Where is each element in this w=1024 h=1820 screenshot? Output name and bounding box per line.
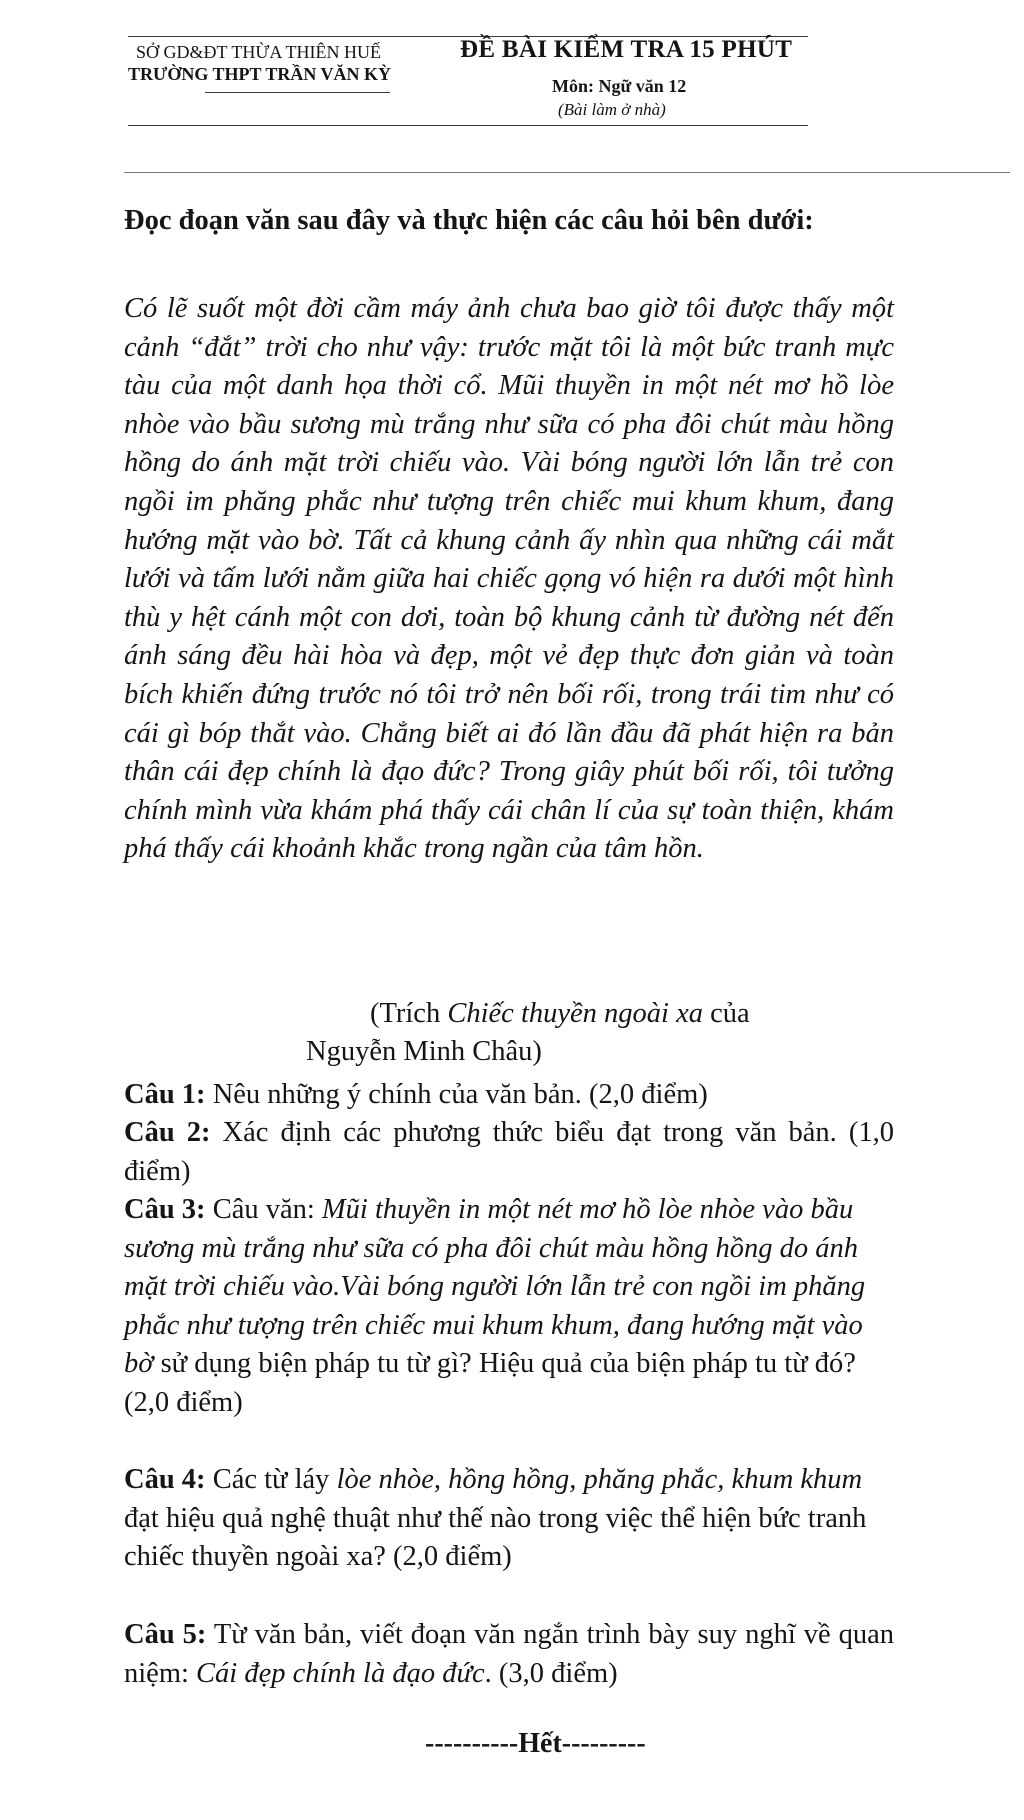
question-text: . (3,0 điểm): [484, 1657, 618, 1689]
homework-note: (Bài làm ở nhà): [558, 100, 666, 119]
question-5: [124, 1616, 894, 1693]
question-2: [124, 1114, 894, 1191]
school-underline: [205, 92, 390, 93]
question-text: Xác định các phương thức biểu đạt trong văn bản. (1,0 điểm): [124, 1117, 894, 1187]
reading-passage: Có lẽ suốt một đời cầm máy ảnh chưa bao giờ tôi được thấy một cảnh “đắt” trời cho như vậy: trước mặt tôi là một bức tranh mực tàu của một danh họa thời cổ. Mũi thuyền in một nét mơ hồ lòe nhòe vào bầu sương mù trắng như sữa có pha đôi chút màu hồng hồng do ánh mặt trời chiếu vào. Vài bóng người lớn lẫn trẻ con ngồi im phăng phắc như tượng trên chiếc mui khum khum, đang hướng mặt vào bờ. Tất cả khung cảnh ấy nhìn qua những cái mắt lưới và tấm lưới nằm giữa hai chiếc gọng vó hiện ra dưới một hình thù y hệt cánh một con dơi, toàn bộ khung cảnh từ đường nét đến ánh sáng đều hài hòa và đẹp, một vẻ đẹp thực đơn giản và toàn bích khiến đứng trước nó tôi trở nên bối rối, trong trái tim như có cái gì bóp thắt vào. Chẳng biết ai đó lần đầu đã phát hiện ra bản thân cái đẹp chính là đạo đức? Trong giây phút bối rối, tôi tưởng chính mình vừa khám phá thấy cái chân lí của sự toàn thiện, khám phá thấy cái khoảnh khắc trong ngần của tâm hồn.: [124, 293, 894, 865]
school-name: TRƯỜNG THPT TRẦN VĂN KỲ: [128, 64, 392, 84]
question-label: Câu 3:: [124, 1194, 206, 1225]
question-lead: Câu văn:: [205, 1194, 322, 1225]
question-quote: Mũi thuyền in một nét mơ hồ lòe nhòe vào bầu sương mù trắng như sữa có pha đôi chút màu hồng hồng do ánh mặt trời chiếu vào.Vài bóng người lớn lẫn trẻ con ngồi im phăng phắc như tượng trên chiếc mui khum khum, đang hướng mặt vào bờ: [124, 1194, 866, 1380]
question-quote: lòe nhòe, hồng hồng, phăng phắc, khum khum: [336, 1464, 863, 1495]
end-marker: ----------Hết---------: [425, 1728, 646, 1759]
question-label: Câu 5:: [124, 1619, 207, 1650]
question-text: Nêu những ý chính của văn bản. (2,0 điểm): [205, 1079, 708, 1110]
exam-title: ĐỀ BÀI KIỂM TRA 15 PHÚT: [460, 36, 793, 63]
source-citation: [370, 998, 750, 1030]
question-3: [124, 1191, 894, 1423]
source-work-title: Chiếc thuyền ngoài xa: [447, 998, 703, 1029]
department-name: SỞ GD&ĐT THỪA THIÊN HUẾ: [136, 42, 381, 62]
question-1: [124, 1076, 894, 1115]
question-label: Câu 2:: [124, 1117, 211, 1148]
question-text: đạt hiệu quả nghệ thuật như thế nào trong việc thể hiện bức tranh chiếc thuyền ngoài xa? (2,0 điểm): [124, 1502, 867, 1573]
question-text: sử dụng biện pháp tu từ gì? Hiệu quả của biện pháp tu từ đó? (2,0 điểm): [124, 1348, 856, 1418]
question-lead: Các từ láy: [205, 1464, 337, 1495]
source-prefix: (Trích: [370, 998, 448, 1029]
question-label: Câu 4:: [124, 1464, 206, 1495]
source-author: Nguyễn Minh Châu): [306, 1036, 542, 1067]
subject-label: Môn: Ngữ văn 12: [552, 76, 687, 96]
page-divider: [124, 172, 1010, 173]
question-lead: Từ văn bản, viết đoạn văn ngắn trình bày suy nghĩ về quan niệm:: [124, 1619, 894, 1689]
source-suffix: của: [702, 998, 750, 1029]
question-quote: Cái đẹp chính là đạo đức: [196, 1657, 485, 1689]
question-label: Câu 1:: [124, 1079, 206, 1110]
header-bottom-rule: [128, 125, 808, 126]
instruction: Đọc đoạn văn sau đây và thực hiện các câu hỏi bên dưới:: [124, 205, 814, 236]
question-4: [124, 1461, 894, 1577]
